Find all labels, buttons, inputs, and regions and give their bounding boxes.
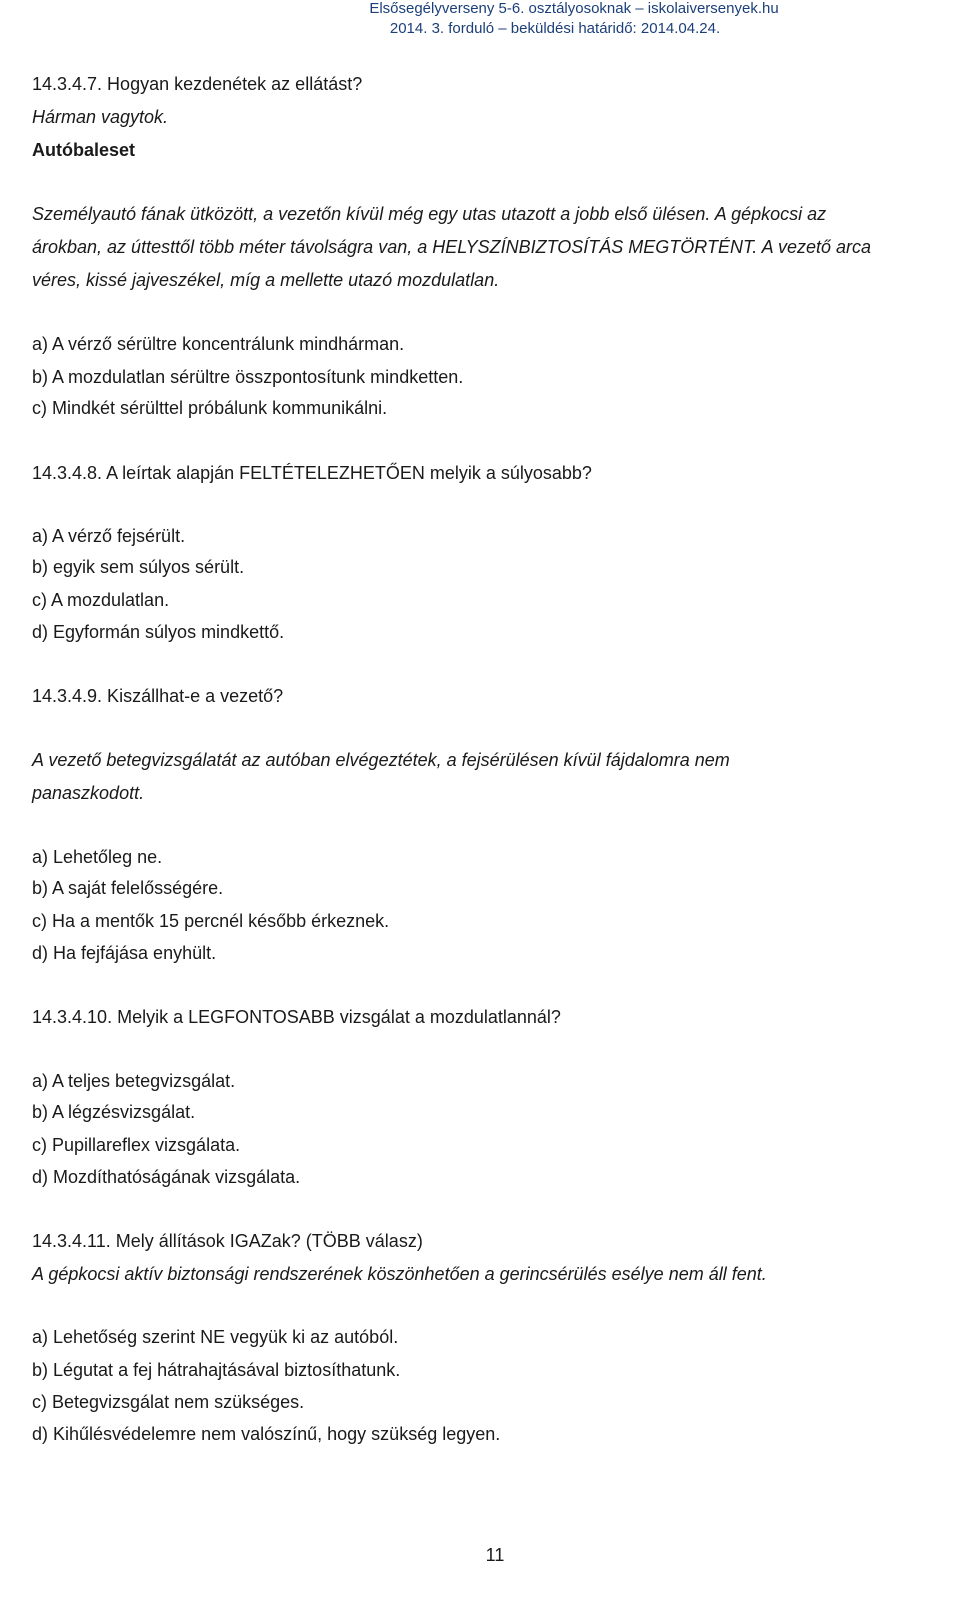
question-10-title: 14.3.4.10. Melyik a LEGFONTOSABB vizsgálat a mozdulatlannál?	[32, 1007, 561, 1027]
question-9-option-a: a) Lehetőleg ne.	[32, 847, 163, 867]
question-8-option-d: d) Egyformán súlyos mindkettő.	[32, 622, 285, 642]
question-9-option-d: d) Ha fejfájása enyhült.	[32, 943, 217, 963]
question-7-scenario-line: árokban, az úttesttől több méter távolságra van, a HELYSZÍNBIZTOSÍTÁS MEGTÖRTÉNT. A vezető arca	[32, 237, 872, 257]
question-11-option-a: a) Lehetőség szerint NE vegyük ki az autóból.	[32, 1327, 399, 1347]
question-11-scenario: A gépkocsi aktív biztonsági rendszerének köszönhetően a gerincsérülés esélye nem áll fent.	[32, 1264, 767, 1284]
question-7-scenario-line: Személyautó fának ütközött, a vezetőn kívül még egy utas utazott a jobb első ülésen. A gépkocsi az	[32, 204, 827, 224]
question-7-title: 14.3.4.7. Hogyan kezdenétek az ellátást?	[32, 74, 363, 94]
question-11-title: 14.3.4.11. Mely állítások IGAZak? (TÖBB válasz)	[32, 1231, 423, 1251]
question-7-option-a: a) A vérző sérültre koncentrálunk mindhárman.	[32, 334, 405, 354]
question-7-option-c: c) Mindkét sérülttel próbálunk kommunikálni.	[32, 398, 388, 418]
question-11-option-d: d) Kihűlésvédelemre nem valószínű, hogy szükség legyen.	[32, 1424, 501, 1444]
page-number: 11	[485, 1545, 505, 1565]
question-8-option-b: b) egyik sem súlyos sérült.	[32, 557, 245, 577]
question-9-scenario-line: A vezető betegvizsgálatát az autóban elvégeztétek, a fejsérülésen kívül fájdalomra nem	[32, 750, 730, 770]
question-9-scenario-line: panaszkodott.	[32, 783, 145, 803]
header-deadline: 2014. 3. forduló – beküldési határidő: 2014.04.24.	[389, 20, 721, 37]
question-10-option-a: a) A teljes betegvizsgálat.	[32, 1071, 236, 1091]
question-10-option-d: d) Mozdíthatóságának vizsgálata.	[32, 1167, 301, 1187]
question-9-title: 14.3.4.9. Kiszállhat-e a vezető?	[32, 686, 284, 706]
question-8-title: 14.3.4.8. A leírtak alapján FELTÉTELEZHETŐEN melyik a súlyosabb?	[32, 463, 592, 483]
question-7-scenario-line: véres, kissé jajveszékel, míg a mellette utazó mozdulatlan.	[32, 270, 500, 290]
question-8-option-a: a) A vérző fejsérült.	[32, 526, 186, 546]
question-9-option-b: b) A saját felelősségére.	[32, 878, 224, 898]
question-7-heading: Autóbaleset	[32, 140, 136, 160]
question-11-option-b: b) Légutat a fej hátrahajtásával biztosíthatunk.	[32, 1360, 401, 1380]
header-site-title: Elsősegélyverseny 5-6. osztályosoknak – iskolaiversenyek.hu	[369, 0, 779, 17]
question-7-option-b: b) A mozdulatlan sérültre összpontosítunk mindketten.	[32, 367, 464, 387]
question-8-option-c: c) A mozdulatlan.	[32, 590, 170, 610]
question-10-option-b: b) A légzésvizsgálat.	[32, 1102, 196, 1122]
question-10-option-c: c) Pupillareflex vizsgálata.	[32, 1135, 241, 1155]
question-11-option-c: c) Betegvizsgálat nem szükséges.	[32, 1392, 305, 1412]
question-7-intro: Hárman vagytok.	[32, 107, 169, 127]
question-9-option-c: c) Ha a mentők 15 percnél később érkeznek.	[32, 911, 390, 931]
